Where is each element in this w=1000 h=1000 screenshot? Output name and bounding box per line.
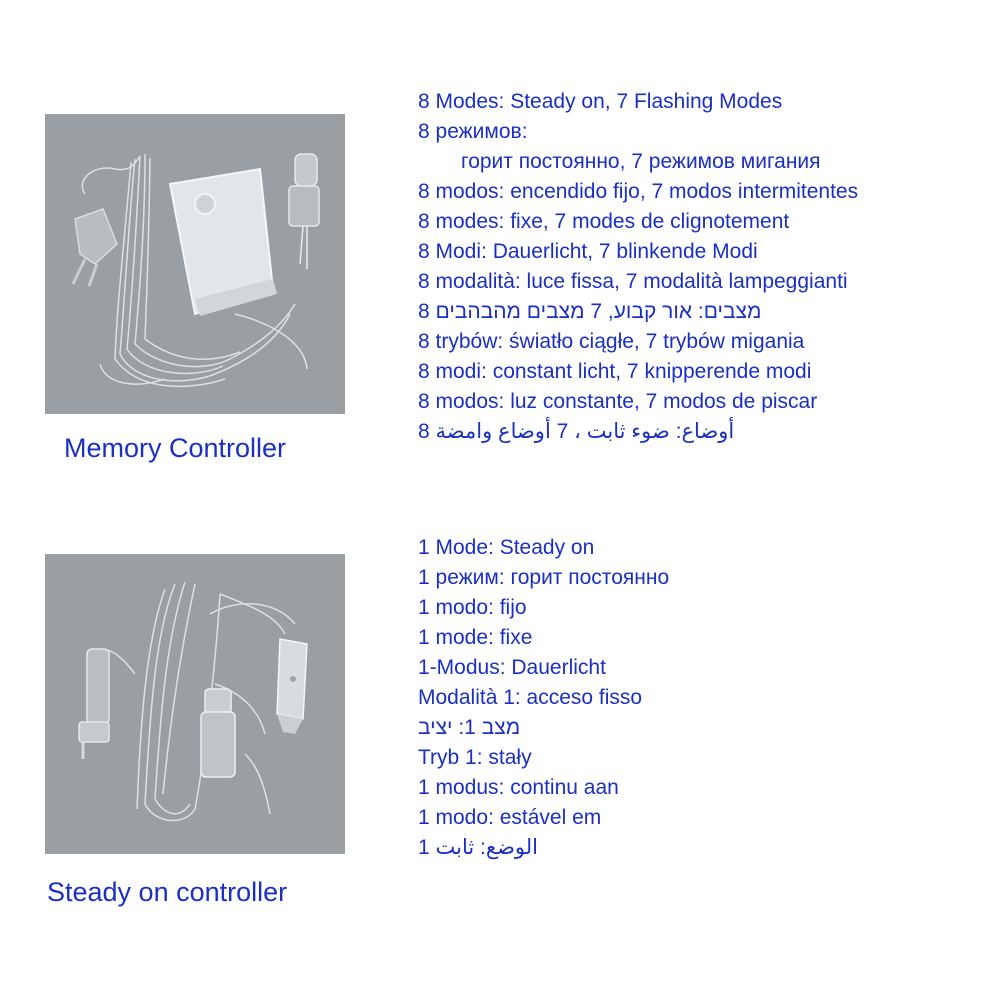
mode-line: 1 الوضع: ثابت — [418, 836, 538, 859]
steady-controller-photo — [45, 554, 345, 854]
mode-line: 8 modos: encendido fijo, 7 modos intermitentes — [418, 180, 859, 203]
steady-controller-modes-list — [418, 533, 669, 863]
steady-controller-caption: Steady on controller — [47, 877, 288, 907]
mode-line: 8 أوضاع: ضوء ثابت ، 7 أوضاع وامضة — [418, 420, 735, 443]
mode-line: Modalità 1: acceso fisso — [418, 686, 643, 709]
mode-line: 8 modalità: luce fissa, 7 modalità lampeggianti — [418, 270, 848, 293]
mode-line: 1 mode: fixe — [418, 626, 533, 649]
mode-line: 1-Modus: Dauerlicht — [418, 656, 606, 679]
connector-icon — [201, 689, 235, 777]
mode-line: 8 Modes: Steady on, 7 Flashing Modes — [418, 90, 783, 113]
mode-line: горит постоянно, 7 режимов мигания — [461, 150, 821, 173]
mode-line: 1 Mode: Steady on — [418, 536, 595, 559]
controller-box-icon — [170, 169, 277, 316]
plug-icon — [79, 649, 109, 759]
connector-icon — [289, 154, 319, 269]
mode-line: 8 מצבים: אור קבוע, 7 מצבים מהבהבים — [418, 300, 762, 323]
mode-line: 1 modo: fijo — [418, 596, 527, 619]
mode-line: 8 modi: constant licht, 7 knipperende modi — [418, 360, 812, 383]
steady-controller-illustration — [45, 554, 345, 854]
mode-line: 1 modus: continu aan — [418, 776, 619, 799]
mode-line: מצב 1: יציב — [418, 716, 521, 739]
mode-line: 8 режимов: — [418, 120, 528, 143]
controller-box-icon — [277, 639, 307, 734]
memory-controller-modes-list — [418, 87, 858, 447]
mode-line: 8 modes: fixe, 7 modes de clignotement — [418, 210, 790, 233]
memory-controller-caption: Memory Controller — [64, 433, 287, 463]
mode-line: 8 Modi: Dauerlicht, 7 blinkende Modi — [418, 240, 758, 263]
memory-controller-photo — [45, 114, 345, 414]
mode-line: Tryb 1: stały — [418, 746, 532, 769]
mode-line: 1 режим: горит постоянно — [418, 566, 670, 589]
mode-line: 1 modo: estável em — [418, 806, 602, 829]
coiled-wire — [100, 582, 295, 820]
mode-line: 8 trybów: światło ciągłe, 7 trybów migania — [418, 330, 805, 353]
plug-icon — [73, 209, 117, 286]
memory-controller-illustration — [45, 114, 345, 414]
mode-line: 8 modos: luz constante, 7 modos de piscar — [418, 390, 818, 413]
